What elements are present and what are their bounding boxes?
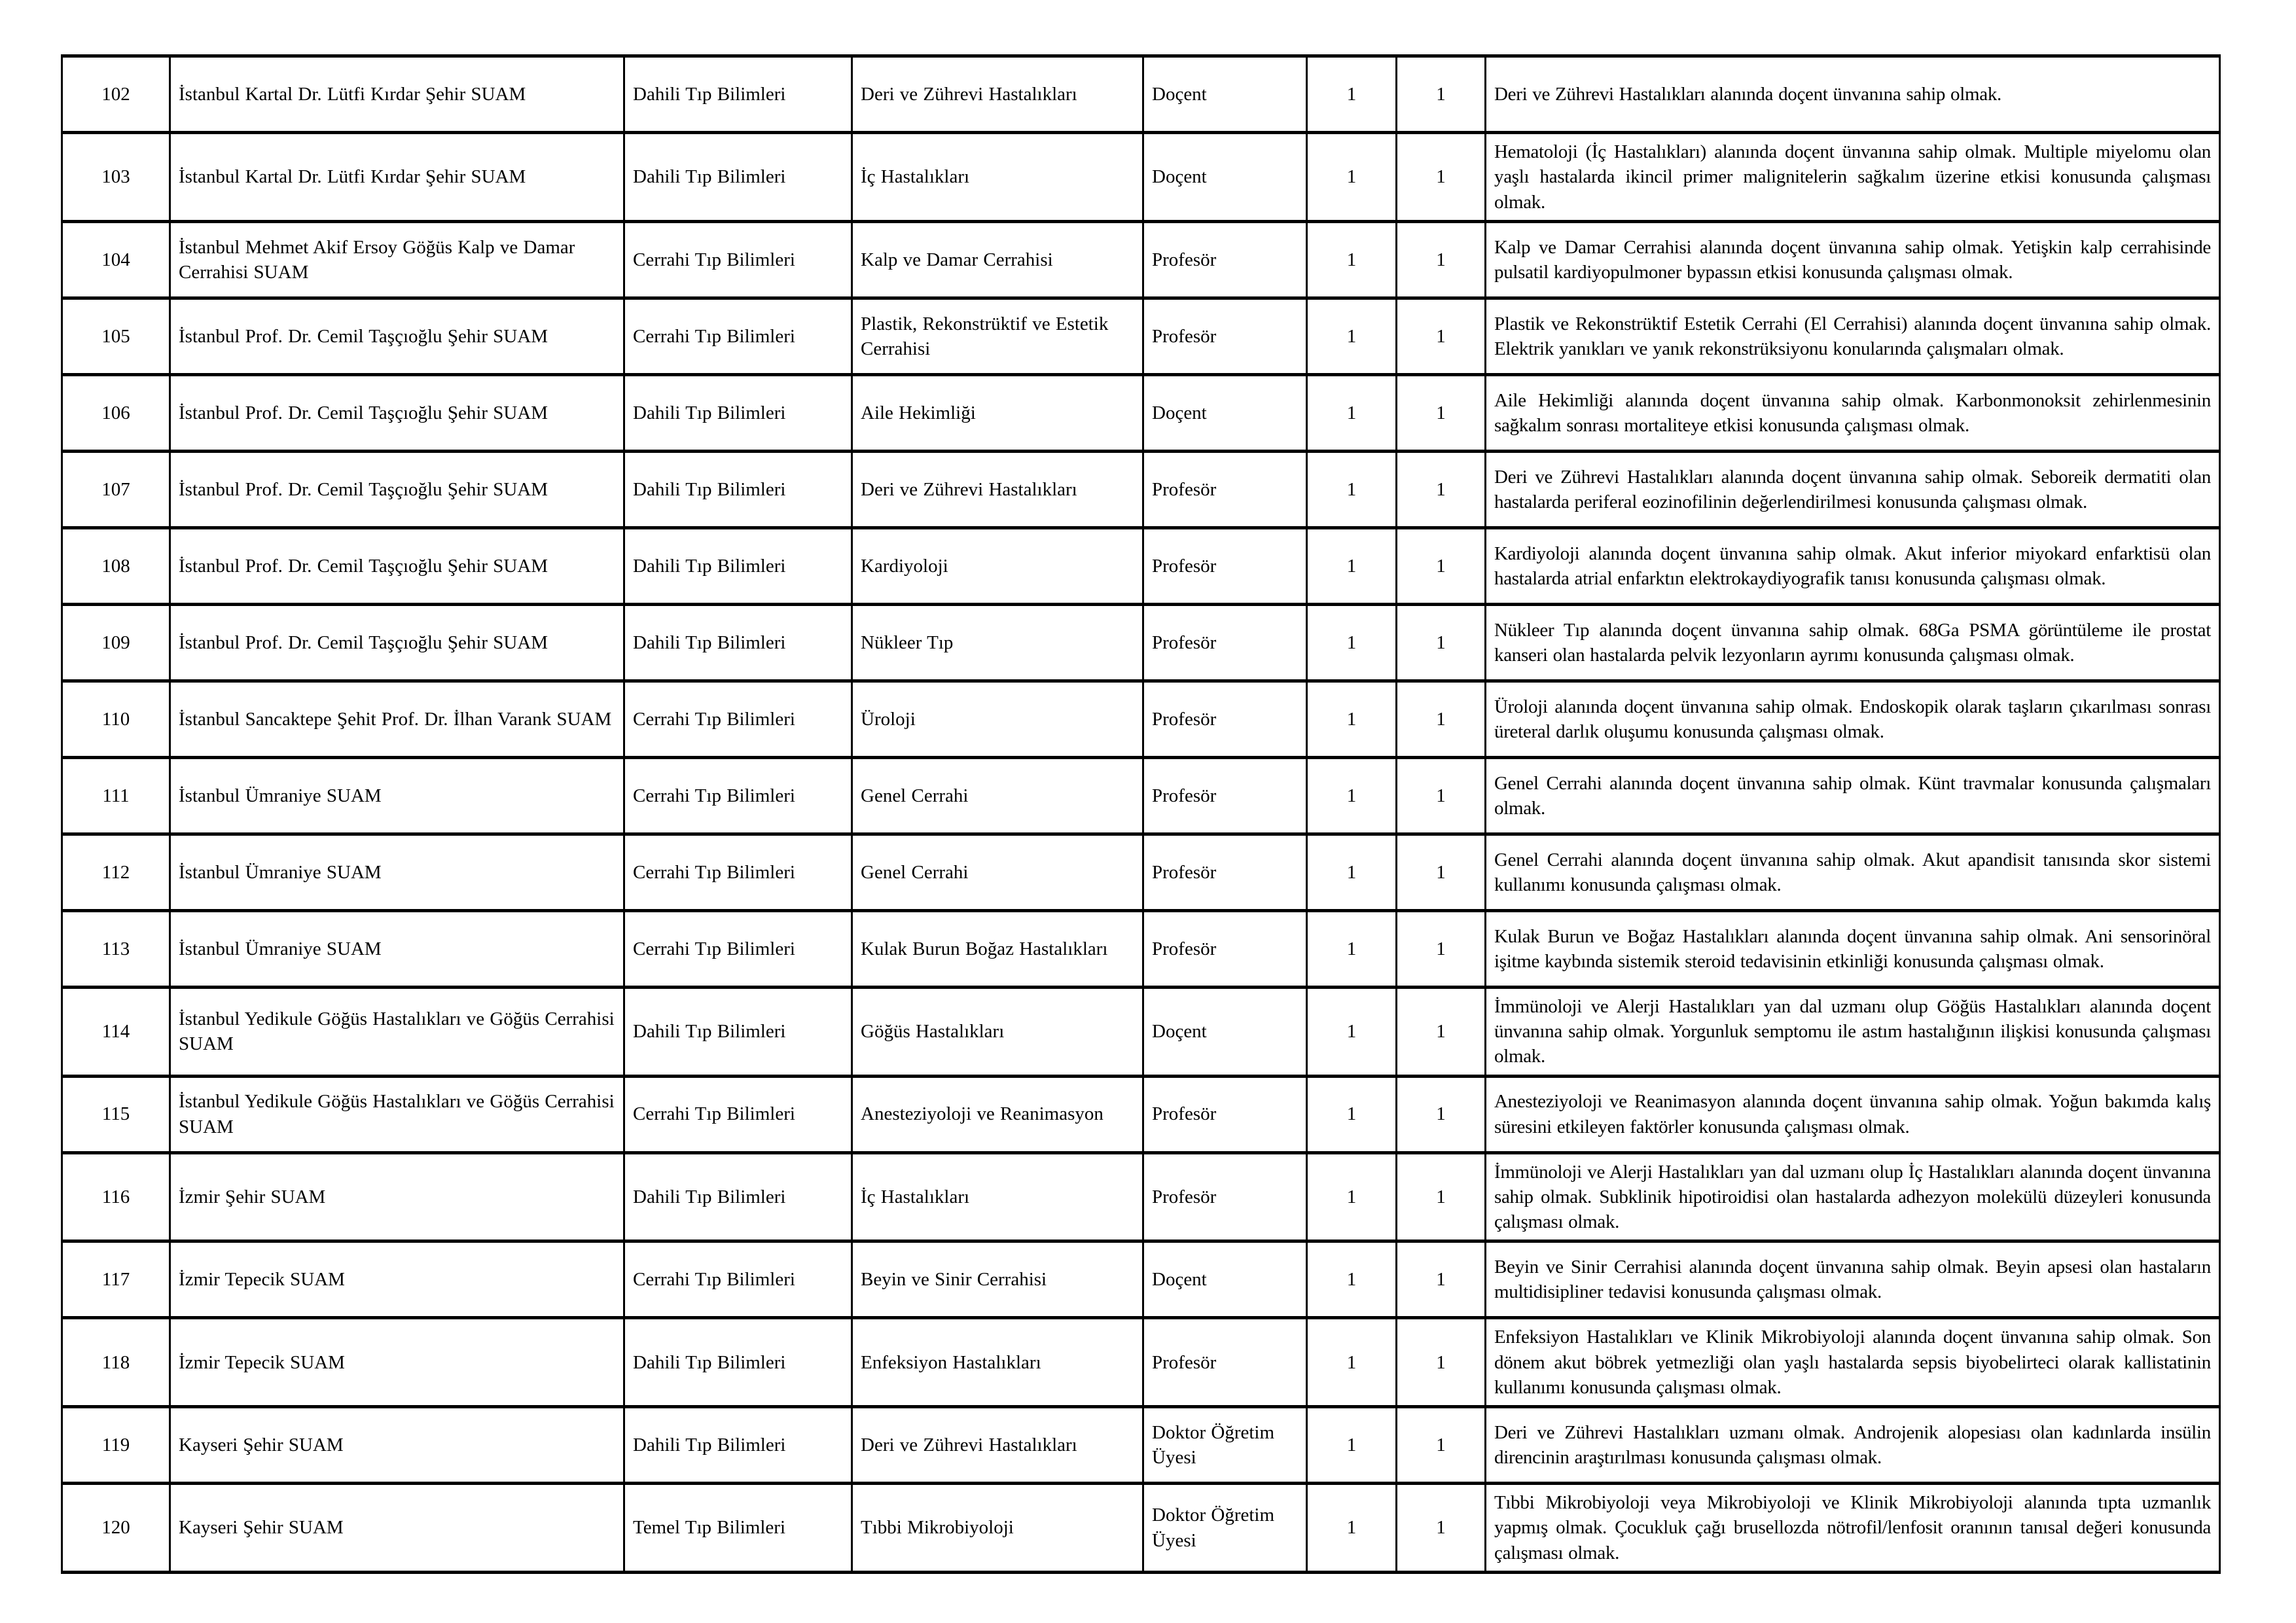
table-body xyxy=(62,56,2220,1573)
cell-branch: Deri ve Zührevi Hastalıkları xyxy=(852,1407,1143,1484)
cell-grade-count: 1 xyxy=(1307,221,1397,298)
cell-institution: İstanbul Sancaktepe Şehit Prof. Dr. İlhan Varank SUAM xyxy=(170,681,624,757)
cell-institution: Kayseri Şehir SUAM xyxy=(170,1407,624,1484)
cell-academic-title: Profesör xyxy=(1143,681,1307,757)
cell-academic-title: Doçent xyxy=(1143,1241,1307,1318)
cell-requirement-description: Anesteziyoloji ve Reanimasyon alanında doçent ünvanına sahip olmak. Yoğun bakımda kalış süresini etkileyen faktörler konusunda çalışması olmak. xyxy=(1486,1076,2220,1152)
cell-department: Dahili Tıp Bilimleri xyxy=(624,1318,852,1407)
cell-position-count: 1 xyxy=(1397,604,1486,681)
cell-academic-title: Profesör xyxy=(1143,221,1307,298)
cell-row-number: 112 xyxy=(62,834,170,910)
cell-institution: İstanbul Ümraniye SUAM xyxy=(170,910,624,987)
cell-grade-count: 1 xyxy=(1307,1484,1397,1573)
cell-row-number: 105 xyxy=(62,298,170,374)
cell-branch: Üroloji xyxy=(852,681,1143,757)
cell-branch: Plastik, Rekonstrüktif ve Estetik Cerrahisi xyxy=(852,298,1143,374)
cell-department: Dahili Tıp Bilimleri xyxy=(624,604,852,681)
cell-branch: Göğüs Hastalıkları xyxy=(852,987,1143,1076)
cell-row-number: 116 xyxy=(62,1152,170,1241)
cell-row-number: 120 xyxy=(62,1484,170,1573)
cell-department: Dahili Tıp Bilimleri xyxy=(624,1407,852,1484)
cell-row-number: 117 xyxy=(62,1241,170,1318)
cell-position-count: 1 xyxy=(1397,527,1486,604)
cell-department: Cerrahi Tıp Bilimleri xyxy=(624,834,852,910)
cell-position-count: 1 xyxy=(1397,298,1486,374)
cell-department: Dahili Tıp Bilimleri xyxy=(624,1152,852,1241)
cell-position-count: 1 xyxy=(1397,681,1486,757)
cell-row-number: 108 xyxy=(62,527,170,604)
cell-academic-title: Profesör xyxy=(1143,834,1307,910)
cell-position-count: 1 xyxy=(1397,910,1486,987)
cell-row-number: 103 xyxy=(62,133,170,222)
cell-grade-count: 1 xyxy=(1307,133,1397,222)
positions-table xyxy=(61,54,2221,1574)
cell-grade-count: 1 xyxy=(1307,527,1397,604)
cell-branch: Tıbbi Mikrobiyoloji xyxy=(852,1484,1143,1573)
cell-requirement-description: Genel Cerrahi alanında doçent ünvanına sahip olmak. Künt travmalar konusunda çalışmaları olmak. xyxy=(1486,757,2220,834)
cell-row-number: 106 xyxy=(62,374,170,451)
cell-institution: İstanbul Ümraniye SUAM xyxy=(170,757,624,834)
cell-position-count: 1 xyxy=(1397,374,1486,451)
cell-institution: İstanbul Ümraniye SUAM xyxy=(170,834,624,910)
cell-requirement-description: Enfeksiyon Hastalıkları ve Klinik Mikrobiyoloji alanında doçent ünvanına sahip olmak. Son dönem akut böbrek yetmezliği olan yaşlı hastalarda sepsis biyobelirteci olarak kallistatinin kullanımı konusunda çalışması olmak. xyxy=(1486,1318,2220,1407)
cell-position-count: 1 xyxy=(1397,1484,1486,1573)
table-row xyxy=(62,374,2220,451)
table-row xyxy=(62,987,2220,1076)
cell-requirement-description: Deri ve Zührevi Hastalıkları alanında doçent ünvanına sahip olmak. Seboreik dermatiti olan hastalarda periferal eozinofilinin değerlendirilmesi konusunda çalışması olmak. xyxy=(1486,451,2220,527)
cell-grade-count: 1 xyxy=(1307,1318,1397,1407)
cell-department: Dahili Tıp Bilimleri xyxy=(624,527,852,604)
cell-requirement-description: Deri ve Zührevi Hastalıkları alanında doçent ünvanına sahip olmak. xyxy=(1486,56,2220,133)
cell-grade-count: 1 xyxy=(1307,1076,1397,1152)
cell-position-count: 1 xyxy=(1397,133,1486,222)
table-row xyxy=(62,56,2220,133)
cell-branch: Kardiyoloji xyxy=(852,527,1143,604)
cell-row-number: 104 xyxy=(62,221,170,298)
table-row xyxy=(62,298,2220,374)
cell-position-count: 1 xyxy=(1397,1152,1486,1241)
cell-grade-count: 1 xyxy=(1307,1407,1397,1484)
cell-academic-title: Profesör xyxy=(1143,451,1307,527)
cell-row-number: 119 xyxy=(62,1407,170,1484)
cell-position-count: 1 xyxy=(1397,1076,1486,1152)
cell-branch: Enfeksiyon Hastalıkları xyxy=(852,1318,1143,1407)
cell-academic-title: Doçent xyxy=(1143,133,1307,222)
cell-requirement-description: Deri ve Zührevi Hastalıkları uzmanı olmak. Androjenik alopesiası olan kadınlarda insülin direncinin araştırılması konusunda çalışması olmak. xyxy=(1486,1407,2220,1484)
cell-position-count: 1 xyxy=(1397,1318,1486,1407)
cell-institution: İstanbul Prof. Dr. Cemil Taşçıoğlu Şehir SUAM xyxy=(170,374,624,451)
cell-branch: İç Hastalıkları xyxy=(852,133,1143,222)
cell-academic-title: Profesör xyxy=(1143,910,1307,987)
cell-department: Cerrahi Tıp Bilimleri xyxy=(624,910,852,987)
cell-position-count: 1 xyxy=(1397,221,1486,298)
cell-department: Cerrahi Tıp Bilimleri xyxy=(624,757,852,834)
cell-branch: Kulak Burun Boğaz Hastalıkları xyxy=(852,910,1143,987)
cell-department: Temel Tıp Bilimleri xyxy=(624,1484,852,1573)
cell-department: Cerrahi Tıp Bilimleri xyxy=(624,221,852,298)
cell-department: Cerrahi Tıp Bilimleri xyxy=(624,1241,852,1318)
table-row xyxy=(62,1152,2220,1241)
table-row xyxy=(62,451,2220,527)
cell-position-count: 1 xyxy=(1397,1407,1486,1484)
cell-institution: İstanbul Kartal Dr. Lütfi Kırdar Şehir SUAM xyxy=(170,56,624,133)
cell-branch: İç Hastalıkları xyxy=(852,1152,1143,1241)
cell-branch: Deri ve Zührevi Hastalıkları xyxy=(852,451,1143,527)
table-row xyxy=(62,834,2220,910)
table-row xyxy=(62,527,2220,604)
table-row xyxy=(62,1484,2220,1573)
cell-requirement-description: Tıbbi Mikrobiyoloji veya Mikrobiyoloji ve Klinik Mikrobiyoloji alanında tıpta uzmanlık yapmış olmak. Çocukluk çağı brusellozda nötrofil/lenfosit oranının tanısal değeri konusunda çalışması olmak. xyxy=(1486,1484,2220,1573)
cell-department: Cerrahi Tıp Bilimleri xyxy=(624,1076,852,1152)
cell-row-number: 102 xyxy=(62,56,170,133)
cell-requirement-description: Nükleer Tıp alanında doçent ünvanına sahip olmak. 68Ga PSMA görüntüleme ile prostat kanseri olan hastalarda pelvik lezyonların ayrımı konusunda çalışması olmak. xyxy=(1486,604,2220,681)
cell-department: Dahili Tıp Bilimleri xyxy=(624,451,852,527)
cell-grade-count: 1 xyxy=(1307,451,1397,527)
cell-row-number: 113 xyxy=(62,910,170,987)
cell-institution: İstanbul Prof. Dr. Cemil Taşçıoğlu Şehir SUAM xyxy=(170,604,624,681)
cell-institution: İstanbul Prof. Dr. Cemil Taşçıoğlu Şehir SUAM xyxy=(170,527,624,604)
cell-academic-title: Profesör xyxy=(1143,527,1307,604)
cell-requirement-description: Beyin ve Sinir Cerrahisi alanında doçent ünvanına sahip olmak. Beyin apsesi olan hastaların multidisipliner tedavisi konusunda çalışması olmak. xyxy=(1486,1241,2220,1318)
cell-requirement-description: İmmünoloji ve Alerji Hastalıkları yan dal uzmanı olup Göğüs Hastalıkları alanında doçent ünvanına sahip olmak. Yorgunluk semptomu ile astım hastalığının ilişkisi konusunda çalışması olmak. xyxy=(1486,987,2220,1076)
cell-row-number: 114 xyxy=(62,987,170,1076)
cell-institution: İstanbul Kartal Dr. Lütfi Kırdar Şehir SUAM xyxy=(170,133,624,222)
table-row xyxy=(62,681,2220,757)
cell-academic-title: Doçent xyxy=(1143,987,1307,1076)
cell-requirement-description: İmmünoloji ve Alerji Hastalıkları yan dal uzmanı olup İç Hastalıkları alanında doçent ünvanına sahip olmak. Subklinik hipotiroidisi olan hastalarda adhezyon molekülü düzeyleri konusunda çalışması olmak. xyxy=(1486,1152,2220,1241)
cell-branch: Genel Cerrahi xyxy=(852,834,1143,910)
cell-institution: Kayseri Şehir SUAM xyxy=(170,1484,624,1573)
cell-branch: Anesteziyoloji ve Reanimasyon xyxy=(852,1076,1143,1152)
cell-department: Dahili Tıp Bilimleri xyxy=(624,987,852,1076)
cell-row-number: 115 xyxy=(62,1076,170,1152)
cell-row-number: 110 xyxy=(62,681,170,757)
cell-grade-count: 1 xyxy=(1307,834,1397,910)
cell-academic-title: Doktor Öğretim Üyesi xyxy=(1143,1407,1307,1484)
cell-requirement-description: Kardiyoloji alanında doçent ünvanına sahip olmak. Akut inferior miyokard enfarktisü olan hastalarda atrial enfarktın elektrokaydiyografik tanısı konusunda çalışması olmak. xyxy=(1486,527,2220,604)
cell-institution: İzmir Tepecik SUAM xyxy=(170,1241,624,1318)
cell-position-count: 1 xyxy=(1397,1241,1486,1318)
cell-institution: İzmir Şehir SUAM xyxy=(170,1152,624,1241)
cell-branch: Kalp ve Damar Cerrahisi xyxy=(852,221,1143,298)
cell-requirement-description: Aile Hekimliği alanında doçent ünvanına sahip olmak. Karbonmonoksit zehirlenmesinin sağkalım sonrası mortaliteye etkisi konusunda çalışması olmak. xyxy=(1486,374,2220,451)
cell-academic-title: Doçent xyxy=(1143,56,1307,133)
positions-table-container xyxy=(61,54,2219,1574)
cell-branch: Genel Cerrahi xyxy=(852,757,1143,834)
cell-grade-count: 1 xyxy=(1307,604,1397,681)
cell-institution: İzmir Tepecik SUAM xyxy=(170,1318,624,1407)
cell-branch: Deri ve Zührevi Hastalıkları xyxy=(852,56,1143,133)
cell-row-number: 107 xyxy=(62,451,170,527)
table-row xyxy=(62,604,2220,681)
table-row xyxy=(62,1241,2220,1318)
table-row xyxy=(62,221,2220,298)
cell-grade-count: 1 xyxy=(1307,1241,1397,1318)
cell-row-number: 109 xyxy=(62,604,170,681)
cell-row-number: 111 xyxy=(62,757,170,834)
table-row xyxy=(62,133,2220,222)
cell-academic-title: Doçent xyxy=(1143,374,1307,451)
table-row xyxy=(62,1407,2220,1484)
cell-grade-count: 1 xyxy=(1307,757,1397,834)
cell-position-count: 1 xyxy=(1397,757,1486,834)
cell-requirement-description: Kulak Burun ve Boğaz Hastalıkları alanında doçent ünvanına sahip olmak. Ani sensorinöral işitme kaybında sistemik steroid tedavisinin etkinliği konusunda çalışması olmak. xyxy=(1486,910,2220,987)
cell-grade-count: 1 xyxy=(1307,298,1397,374)
cell-position-count: 1 xyxy=(1397,451,1486,527)
cell-grade-count: 1 xyxy=(1307,987,1397,1076)
cell-position-count: 1 xyxy=(1397,834,1486,910)
table-row xyxy=(62,1076,2220,1152)
cell-academic-title: Profesör xyxy=(1143,1152,1307,1241)
cell-academic-title: Profesör xyxy=(1143,1076,1307,1152)
cell-grade-count: 1 xyxy=(1307,1152,1397,1241)
cell-requirement-description: Kalp ve Damar Cerrahisi alanında doçent ünvanına sahip olmak. Yetişkin kalp cerrahisinde pulsatil kardiyopulmoner bypassın etkisi konusunda çalışması olmak. xyxy=(1486,221,2220,298)
cell-institution: İstanbul Mehmet Akif Ersoy Göğüs Kalp ve Damar Cerrahisi SUAM xyxy=(170,221,624,298)
cell-department: Dahili Tıp Bilimleri xyxy=(624,374,852,451)
cell-institution: İstanbul Yedikule Göğüs Hastalıkları ve Göğüs Cerrahisi SUAM xyxy=(170,987,624,1076)
cell-grade-count: 1 xyxy=(1307,681,1397,757)
cell-position-count: 1 xyxy=(1397,987,1486,1076)
cell-requirement-description: Genel Cerrahi alanında doçent ünvanına sahip olmak. Akut apandisit tanısında skor sistemi kullanımı konusunda çalışması olmak. xyxy=(1486,834,2220,910)
cell-department: Cerrahi Tıp Bilimleri xyxy=(624,681,852,757)
cell-department: Cerrahi Tıp Bilimleri xyxy=(624,298,852,374)
cell-requirement-description: Plastik ve Rekonstrüktif Estetik Cerrahi (El Cerrahisi) alanında doçent ünvanına sahip olmak. Elektrik yanıkları ve yanık rekonstrüksiyonu konularında çalışmaları olmak. xyxy=(1486,298,2220,374)
cell-academic-title: Profesör xyxy=(1143,1318,1307,1407)
cell-row-number: 118 xyxy=(62,1318,170,1407)
table-row xyxy=(62,910,2220,987)
cell-branch: Beyin ve Sinir Cerrahisi xyxy=(852,1241,1143,1318)
cell-requirement-description: Hematoloji (İç Hastalıkları) alanında doçent ünvanına sahip olmak. Multiple miyelomu olan yaşlı hastalarda ikincil primer malignitelerin sağkalım üzerine etkisi konusunda çalışması olmak. xyxy=(1486,133,2220,222)
cell-department: Dahili Tıp Bilimleri xyxy=(624,56,852,133)
cell-grade-count: 1 xyxy=(1307,56,1397,133)
table-row xyxy=(62,1318,2220,1407)
cell-branch: Nükleer Tıp xyxy=(852,604,1143,681)
cell-department: Dahili Tıp Bilimleri xyxy=(624,133,852,222)
cell-position-count: 1 xyxy=(1397,56,1486,133)
cell-academic-title: Profesör xyxy=(1143,604,1307,681)
cell-branch: Aile Hekimliği xyxy=(852,374,1143,451)
cell-academic-title: Profesör xyxy=(1143,298,1307,374)
table-row xyxy=(62,757,2220,834)
cell-academic-title: Doktor Öğretim Üyesi xyxy=(1143,1484,1307,1573)
cell-grade-count: 1 xyxy=(1307,374,1397,451)
cell-institution: İstanbul Prof. Dr. Cemil Taşçıoğlu Şehir SUAM xyxy=(170,451,624,527)
cell-institution: İstanbul Yedikule Göğüs Hastalıkları ve Göğüs Cerrahisi SUAM xyxy=(170,1076,624,1152)
cell-academic-title: Profesör xyxy=(1143,757,1307,834)
cell-requirement-description: Üroloji alanında doçent ünvanına sahip olmak. Endoskopik olarak taşların çıkarılması sonrası üreteral darlık oluşumu konusunda çalışması olmak. xyxy=(1486,681,2220,757)
cell-institution: İstanbul Prof. Dr. Cemil Taşçıoğlu Şehir SUAM xyxy=(170,298,624,374)
cell-grade-count: 1 xyxy=(1307,910,1397,987)
